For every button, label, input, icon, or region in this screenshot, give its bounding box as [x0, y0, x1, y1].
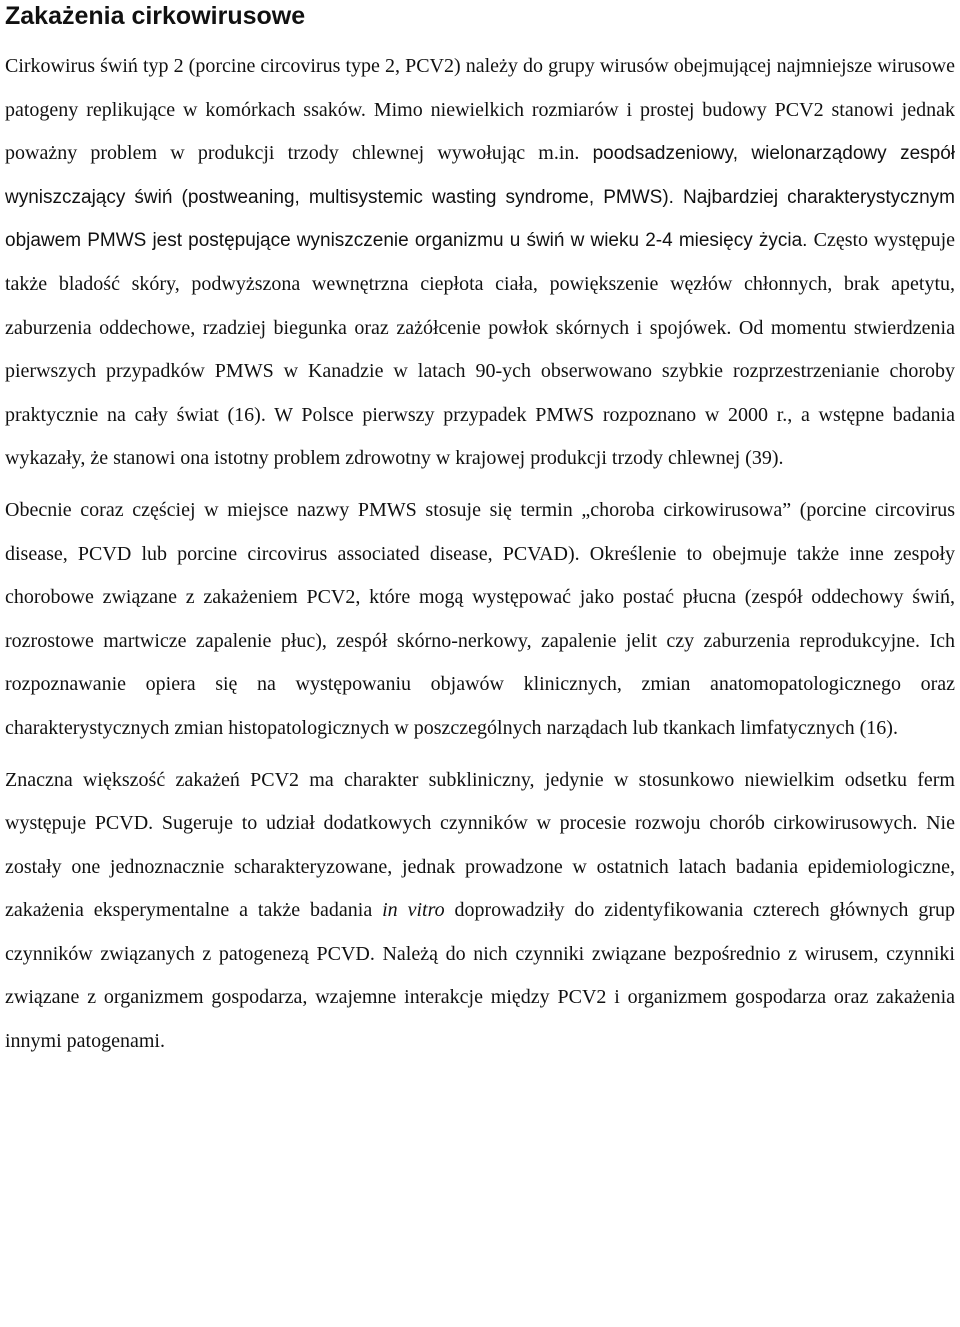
document-page [5, 0, 955, 1064]
paragraph-text: Znaczna większość zakażeń PCV2 ma charakter subkliniczny, jedynie w stosunkowo niewielkim odsetku ferm występuje PCVD. Sugeruje to udział dodatkowych czynników w procesie rozwoju chorób cirkowirusowych. Nie zostały one jednoznacznie scharakteryzowane, jednak prowadzone w ostatnich latach badania epidemiologiczne, zakażenia eksperymentalne a także badania [5, 768, 955, 922]
paragraph-text: Często występuje także bladość skóry, podwyższona wewnętrzna ciepłota ciała, powiększenie węzłów chłonnych, brak apetytu, zaburzenia oddechowe, rzadziej biegunka oraz zażółcenie powłok skórnych i spojówek. Od momentu stwierdzenia pierwszych przypadków PMWS w Kanadzie w latach 90-ych obserwowano szybkie rozprzestrzenianie choroby praktycznie na cały świat (16). W Polsce pierwszy przypadek PMWS rozpoznano w 2000 r., a wstępne badania wykazały, że stanowi ona istotny problem zdrowotny w krajowej produkcji trzody chlewnej (39). [5, 229, 956, 470]
paragraph-pcv2-intro [5, 45, 955, 481]
paragraph-subclinical [5, 759, 955, 1064]
paragraph-text: Cirkowirus świń typ 2 (porcine circovirus type 2, PCV2) należy do grupy wirusów obejmującej najmniejsze wirusowe patogeny replikujące w komórkach ssaków. Mimo niewielkich rozmiarów i prostej budowy PCV2 stanowi jednak poważny problem w produkcji trzody chlewnej wywołując m.in. [5, 55, 955, 165]
paragraph-text-sans: poodsadzeniowy, wielonarządowy zespół wyniszczający świń (postweaning, multisystemic wasting syndrome, PMWS). Najbardziej charakterystycznym objawem PMWS jest postępujące wyniszczenie organizmu u świń w wieku 2-4 miesięcy życia. [5, 143, 956, 252]
paragraph-text: Obecnie coraz częściej w miejsce nazwy PMWS stosuje się termin „choroba cirkowirusowa” (porcine circovirus disease, PCVD lub porcine circovirus associated disease, PCVAD). Określenie to obejmuje także inne zespoły chorobowe związane z zakażeniem PCV2, które mogą występować jako postać płucna (zespół oddechowy świń, rozrostowe martwicze zapalenie płuc), zespół skórno-nerkowy, zapalenie jelit czy zaburzenia reprodukcyjne. Ich rozpoznawanie opiera się na występowaniu objawów klinicznych, zmian anatomopatologicznego oraz charakterystycznych zmian histopatologicznych w poszczególnych narządach lub tkankach limfatycznych (16). [5, 498, 955, 739]
paragraph-text: doprowadziły do zidentyfikowania czterech głównych grup czynników związanych z patogenezą PCVD. Należą do nich czynniki związane bezpośrednio z wirusem, czynniki związane z organizmem gospodarza, wzajemne interakcje między PCV2 i organizmem gospodarza oraz zakażenia innymi patogenami. [5, 899, 955, 1053]
paragraph-italic-term: in vitro [382, 899, 445, 922]
document-title: Zakażenia cirkowirusowe [5, 2, 306, 30]
paragraph-pcvd-term [5, 489, 955, 751]
